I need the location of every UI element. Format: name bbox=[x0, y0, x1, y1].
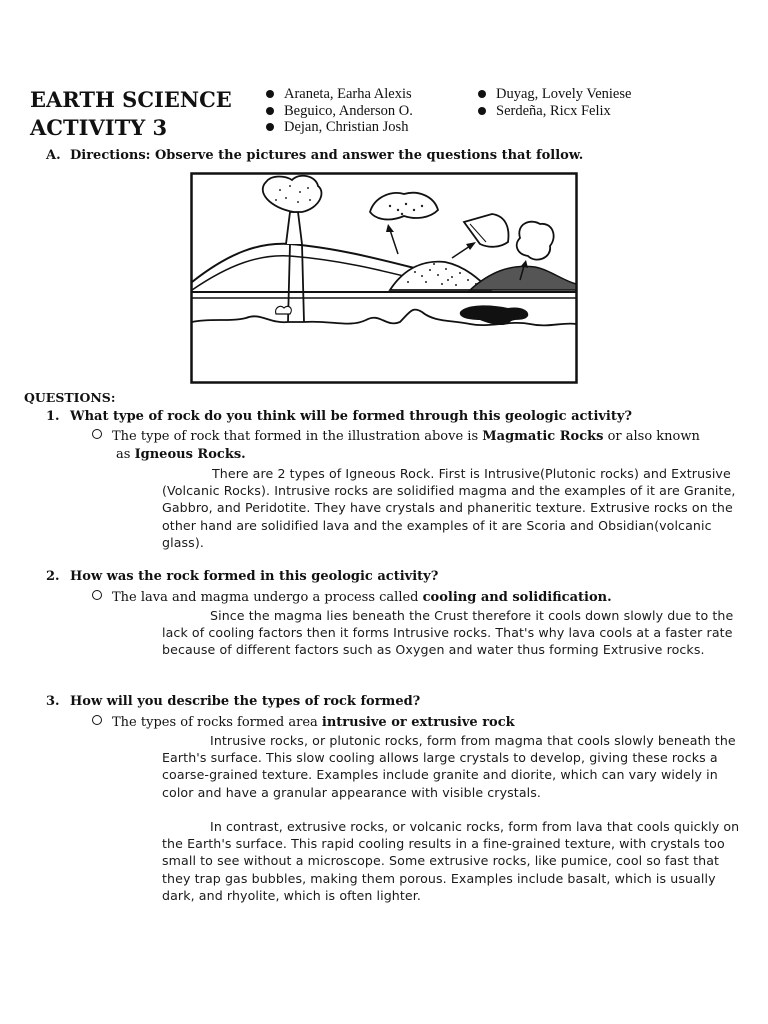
question-text: How will you describe the types of rock formed? bbox=[70, 694, 421, 709]
question-text: What type of rock do you think will be formed through this geologic activity? bbox=[70, 409, 633, 424]
directions bbox=[46, 148, 583, 163]
member-name: Dejan, Christian Josh bbox=[262, 119, 413, 136]
answer-emphasis-line2: Igneous Rocks. bbox=[134, 447, 246, 462]
answer-1-explanation: There are 2 types of Igneous Rock. First is Intrusive(Plutonic rocks) and Extrusive (Volcanic Rocks). Intrusive rocks are solidified magma and the examples of it are Granite, Gabbro, and Peridotite. They have crystals and phaneritic texture. Extrusive rocks on the other hand are solidified lava and the examples of it are Scoria and Obsidian(volcanic glass). bbox=[162, 466, 736, 550]
geologic-illustration bbox=[190, 172, 578, 384]
member-name: Beguico, Anderson O. bbox=[262, 103, 413, 120]
directions-text: Directions: Observe the pictures and answer the questions that follow. bbox=[70, 148, 584, 163]
question-1 bbox=[46, 409, 632, 424]
answer-text: The type of rock that formed in the illustration above is bbox=[112, 429, 483, 444]
question-2 bbox=[46, 569, 438, 584]
question-number: 1. bbox=[46, 409, 60, 424]
answer-1 bbox=[92, 428, 742, 464]
title-line-1: EARTH SCIENCE bbox=[30, 87, 232, 112]
answer-3 bbox=[92, 714, 742, 732]
answer-3-explanation-intrusive: Intrusive rocks, or plutonic rocks, form from magma that cools slowly beneath the Earth's surface. This slow cooling allows large crystals to develop, giving these rocks a coarse-grained texture. Examples include granite and diorite, which can vary widely in color and have a granular appearance with visible crystals. bbox=[162, 733, 736, 800]
group-members-list-2 bbox=[474, 86, 631, 119]
question-number: 3. bbox=[46, 694, 60, 709]
questions-heading: QUESTIONS: bbox=[24, 390, 116, 405]
answer-3-explanation-extrusive: In contrast, extrusive rocks, or volcanic rocks, form from lava that cools quickly on the Earth's surface. This rapid cooling results in a fine-grained texture, with crystals too small to see without a microscope. Some extrusive rocks, like pumice, cool so fast that they trap gas bubbles, making them porous. Examples include basalt, which is usually dark, and rhyolite, which is often lighter. bbox=[162, 819, 740, 903]
answer-emphasis: Magmatic Rocks bbox=[482, 429, 604, 444]
answer-text: The types of rocks formed area bbox=[112, 715, 322, 730]
member-name: Araneta, Earha Alexis bbox=[262, 86, 413, 103]
answer-2 bbox=[92, 589, 742, 607]
answer-text-line2: as bbox=[116, 447, 135, 462]
page-title bbox=[30, 86, 232, 142]
question-text: How was the rock formed in this geologic activity? bbox=[70, 569, 439, 584]
bullet-circle-icon bbox=[92, 590, 102, 600]
bullet-circle-icon bbox=[92, 715, 102, 725]
answer-text: The lava and magma undergo a process called bbox=[112, 590, 423, 605]
group-members-list-1 bbox=[262, 86, 413, 136]
answer-text-cont: or also known bbox=[603, 429, 700, 444]
member-name: Serdeña, Ricx Felix bbox=[474, 103, 631, 120]
title-line-2: ACTIVITY 3 bbox=[30, 115, 168, 140]
answer-emphasis: cooling and solidification. bbox=[422, 590, 612, 605]
member-name: Duyag, Lovely Veniese bbox=[474, 86, 631, 103]
bullet-circle-icon bbox=[92, 429, 102, 439]
rock-formation-drawing bbox=[190, 172, 578, 384]
answer-2-explanation: Since the magma lies beneath the Crust therefore it cools down slowly due to the lack of cooling factors then it forms Intrusive rocks. That's why lava cools at a faster rate because of different factors such as Oxygen and water thus forming Extrusive rocks. bbox=[162, 608, 734, 658]
answer-emphasis: intrusive or extrusive rock bbox=[321, 715, 515, 730]
question-3 bbox=[46, 694, 420, 709]
question-number: 2. bbox=[46, 569, 60, 584]
directions-marker: A. bbox=[46, 148, 61, 163]
